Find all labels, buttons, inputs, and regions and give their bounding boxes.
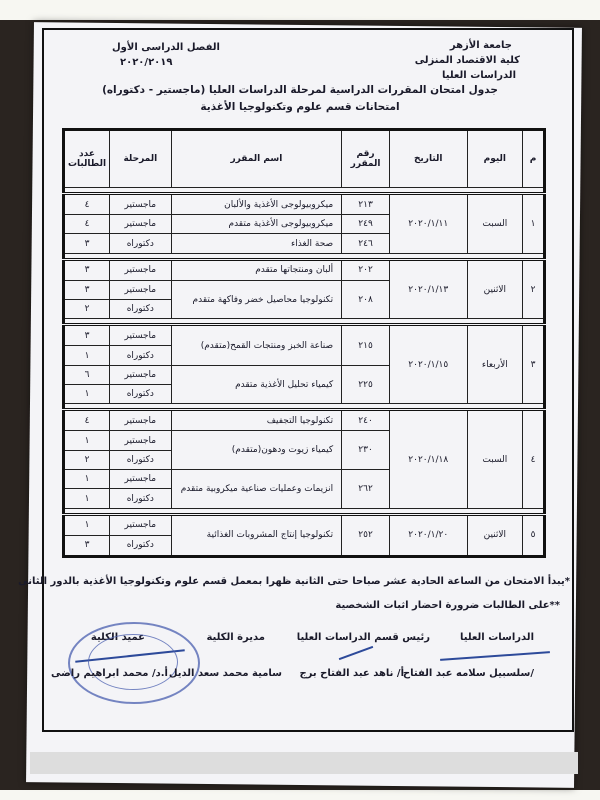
signature-title-dean: عميد الكلية: [90, 632, 145, 643]
group-date: ٢٠٢٠/١/١٥: [389, 325, 467, 404]
signature-title-director: مديرة الكلية: [206, 632, 265, 643]
course-count: ١: [64, 431, 110, 450]
group-date: ٢٠٢٠/١/١٣: [389, 259, 467, 319]
group-day: الأربعاء: [467, 325, 523, 404]
faculty-name: كلية الاقتصاد المنزلى: [414, 55, 520, 66]
course-stage: دكتوراه: [110, 385, 172, 404]
course-name: تكنولوجيا إنتاج المشروبات الغذائية: [171, 514, 341, 556]
table-row: [64, 410, 545, 431]
course-name: ميكروبيولوجى الأغذية والألبان: [171, 194, 341, 215]
header-code: رقم المقرر: [342, 130, 390, 188]
course-name: صناعة الخبز ومنتجات القمح(متقدم): [171, 325, 341, 365]
signature-title-dept-head: رئيس قسم الدراسات العليا: [296, 632, 430, 643]
group-day: الاثنين: [467, 259, 523, 319]
signature-title-grad-studies: الدراسات العليا: [459, 632, 534, 643]
course-count: ٣: [64, 280, 110, 299]
group-index: ٥: [523, 514, 545, 556]
course-code: ٢١٥: [342, 325, 390, 365]
table-row: [64, 514, 545, 535]
course-code: ٢٢٥: [342, 365, 390, 404]
course-stage: ماجستير: [110, 259, 172, 280]
header-index: م: [523, 130, 545, 188]
course-stage: دكتوراه: [110, 535, 172, 556]
course-code: ٢١٣: [342, 194, 390, 215]
course-name: تكنولوجيا محاصيل خضر وفاكهة متقدم: [171, 280, 341, 319]
course-stage: دكتوراه: [110, 300, 172, 319]
division-name: الدراسات العليا: [441, 70, 516, 81]
course-name: كيمياء زيوت ودهون(متقدم): [171, 431, 341, 470]
course-code: ٢٤٩: [342, 215, 390, 234]
semester-label: الفصل الدراسى الأول: [112, 42, 220, 53]
academic-year: ٢٠٢٠/٢٠١٩: [120, 57, 173, 68]
course-code: ٢٤٠: [342, 410, 390, 431]
course-stage: ماجستير: [110, 280, 172, 299]
course-stage: دكتوراه: [110, 234, 172, 253]
course-count: ٣: [64, 325, 110, 346]
course-count: ٤: [64, 215, 110, 234]
course-stage: دكتوراه: [110, 346, 172, 365]
course-stage: ماجستير: [110, 470, 172, 489]
university-name: جامعة الأزهر: [449, 40, 512, 51]
course-count: ٤: [64, 194, 110, 215]
table-header-row: [64, 130, 545, 188]
header-day: اليوم: [467, 130, 523, 188]
signature-name-dept-head: أ/ ناهد عبد الفتاح برج: [299, 668, 404, 679]
course-name: انزيمات وعمليات صناعية ميكروبية متقدم: [171, 470, 341, 509]
course-name: كيمياء تحليل الأغذية متقدم: [171, 365, 341, 404]
course-stage: ماجستير: [110, 215, 172, 234]
course-stage: دكتوراه: [110, 450, 172, 469]
course-count: ١: [64, 489, 110, 508]
exam-time-note: *يبدأ الامتحان من الساعة الحادية عشر صباحا حتى الثانية ظهرا بمعمل قسم علوم وتكنولوجيا الأغذية بالدور الثانى: [18, 576, 570, 587]
signature-name-dean: أ.د/ محمد ابراهيم راضى: [51, 668, 168, 679]
table-row: [64, 325, 545, 346]
header-date: التاريخ: [389, 130, 467, 188]
group-date: ٢٠٢٠/١/٢٠: [389, 514, 467, 556]
group-day: الاثنين: [467, 514, 523, 556]
group-date: ٢٠٢٠/١/١١: [389, 194, 467, 254]
header-stage: المرحلة: [110, 130, 172, 188]
document-subtitle: امتحانات قسم علوم وتكنولوجيا الأغذية: [200, 101, 400, 113]
header-course: اسم المقرر: [171, 130, 341, 188]
course-count: ١: [64, 385, 110, 404]
course-name: ألبان ومنتجاتها متقدم: [171, 259, 341, 280]
course-count: ٣: [64, 234, 110, 253]
course-count: ٢: [64, 300, 110, 319]
exam-schedule-table: [62, 128, 546, 558]
signature-name-grad-studies: /سلسبيل سلامه عبد الفتاح: [402, 668, 534, 679]
course-count: ١: [64, 346, 110, 365]
table-row: [64, 194, 545, 215]
group-index: ١: [523, 194, 545, 254]
faculty-seal-stamp: [68, 622, 200, 704]
course-count: ١: [64, 514, 110, 535]
course-code: ٢٦٢: [342, 470, 390, 509]
course-count: ٤: [64, 410, 110, 431]
course-stage: دكتوراه: [110, 489, 172, 508]
course-name: ميكروبيولوجى الأغذية متقدم: [171, 215, 341, 234]
course-stage: ماجستير: [110, 194, 172, 215]
group-index: ٢: [523, 259, 545, 319]
group-index: ٤: [523, 410, 545, 508]
course-name: تكنولوجيا التجفيف: [171, 410, 341, 431]
group-day: السبت: [467, 194, 523, 254]
course-count: ٣: [64, 535, 110, 556]
course-stage: ماجستير: [110, 431, 172, 450]
course-count: ١: [64, 470, 110, 489]
course-code: ٢٤٦: [342, 234, 390, 253]
header-count: عدد الطالبات: [64, 130, 110, 188]
course-stage: ماجستير: [110, 410, 172, 431]
group-date: ٢٠٢٠/١/١٨: [389, 410, 467, 508]
course-count: ٣: [64, 259, 110, 280]
course-count: ٢: [64, 450, 110, 469]
signature-name-director: سامية محمد سعد الديل: [168, 668, 282, 679]
course-code: ٢٠٨: [342, 280, 390, 319]
group-day: السبت: [467, 410, 523, 508]
document-title: جدول امتحان المقررات الدراسية لمرحلة الدراسات العليا (ماجستير - دكتوراه): [102, 84, 498, 96]
course-stage: ماجستير: [110, 325, 172, 346]
course-stage: ماجستير: [110, 514, 172, 535]
course-code: ٢٣٠: [342, 431, 390, 470]
course-code: ٢٥٢: [342, 514, 390, 556]
course-name: صحة الغذاء: [171, 234, 341, 253]
course-code: ٢٠٢: [342, 259, 390, 280]
course-stage: ماجستير: [110, 365, 172, 384]
group-index: ٣: [523, 325, 545, 404]
course-count: ٦: [64, 365, 110, 384]
id-note: **على الطالبات ضرورة احضار اثبات الشخصية: [335, 600, 560, 611]
table-row: [64, 259, 545, 280]
